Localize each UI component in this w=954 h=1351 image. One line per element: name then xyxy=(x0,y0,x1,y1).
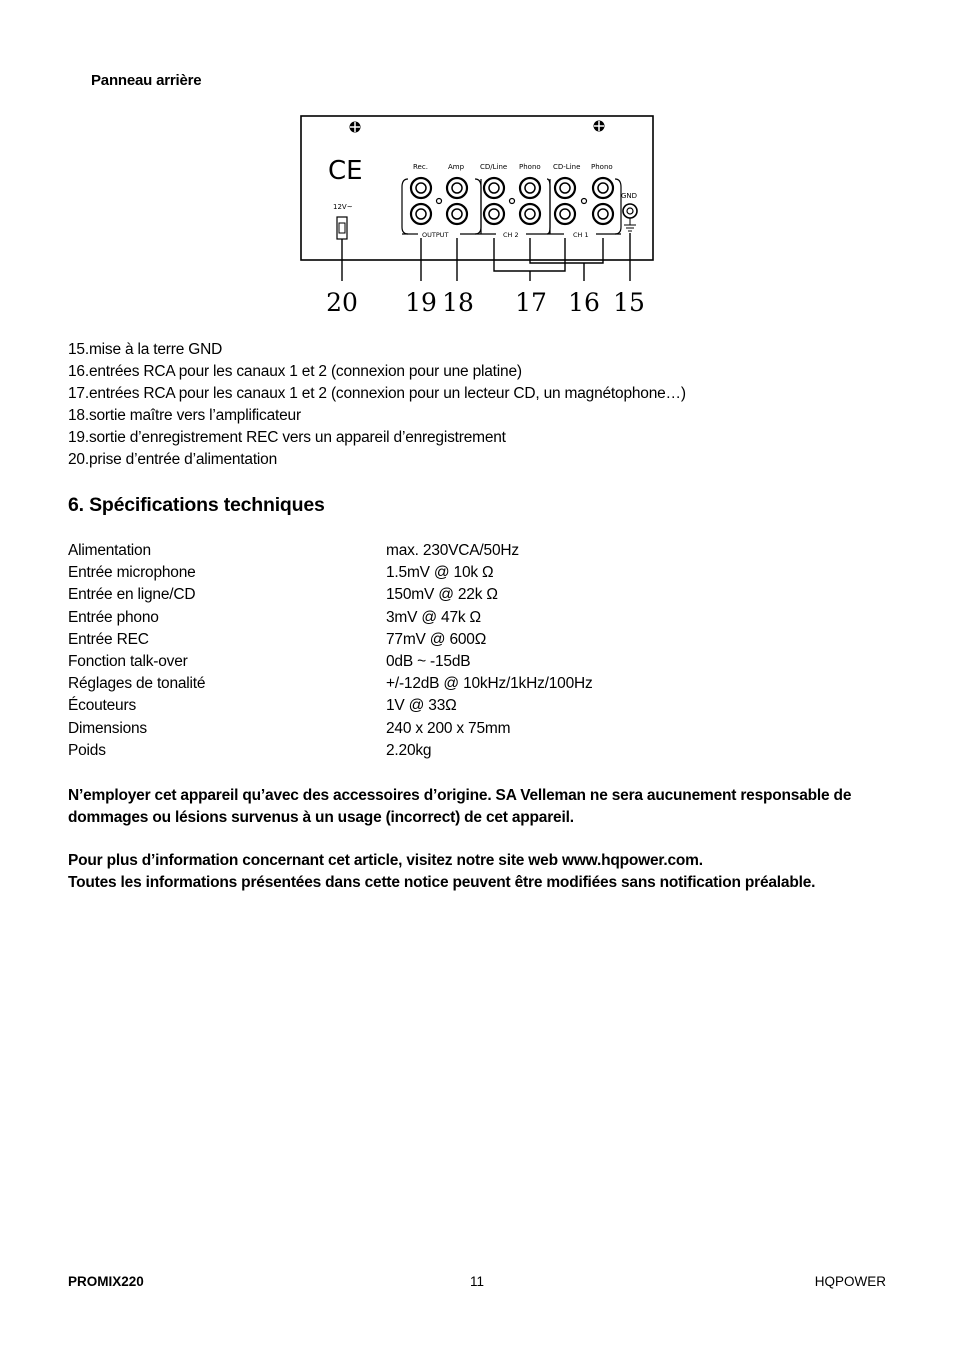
legend-item: 19.sortie d’enregistrement REC vers un appareil d’enregistrement xyxy=(68,429,506,446)
spec-label: Poids xyxy=(68,741,106,759)
jack-label: Phono xyxy=(591,163,613,171)
legend-item: 15.mise à la terre GND xyxy=(68,341,223,358)
spec-value: 2.20kg xyxy=(386,741,432,759)
spec-value: 240 x 200 x 75mm xyxy=(386,719,511,737)
spec-row xyxy=(68,607,593,629)
spec-row xyxy=(68,540,593,562)
rca-jack xyxy=(411,204,431,224)
spec-label: Dimensions xyxy=(68,719,147,737)
ce-mark: CE xyxy=(328,156,363,186)
rca-jack xyxy=(520,204,540,224)
rca-jack xyxy=(447,178,467,198)
spec-value: 77mV @ 600Ω xyxy=(386,630,487,648)
callout-number: 18 xyxy=(442,288,474,317)
gnd-terminal-icon xyxy=(623,204,637,231)
footer-page-number: 11 xyxy=(470,1274,485,1289)
jack-label: Rec. xyxy=(413,163,428,171)
spec-value: 150mV @ 22k Ω xyxy=(386,586,498,604)
spec-row xyxy=(68,673,593,695)
section-heading: Panneau arrière xyxy=(91,72,202,89)
spec-label: Réglages de tonalité xyxy=(68,675,206,693)
rca-jack xyxy=(555,204,575,224)
spec-label: Entrée phono xyxy=(68,608,159,626)
callout-number: 17 xyxy=(515,288,547,317)
spec-value: 0dB ~ -15dB xyxy=(386,653,471,671)
specs-title: 6. Spécifications techniques xyxy=(68,494,325,516)
rca-jack xyxy=(447,204,467,224)
spec-row xyxy=(68,562,593,584)
spec-value: 3mV @ 47k Ω xyxy=(386,608,481,626)
callout-leaders xyxy=(342,233,630,281)
rear-panel-diagram xyxy=(300,113,660,318)
group-label-ch2: CH 2 xyxy=(503,231,519,239)
group-label-ch1: CH 1 xyxy=(573,231,589,239)
footer-model: PROMIX220 xyxy=(68,1274,144,1289)
footer-brand: HQPOWER xyxy=(814,1274,886,1289)
legend-item: 16.entrées RCA pour les canaux 1 et 2 (connexion pour une platine) xyxy=(68,363,522,380)
spec-value: 1.5mV @ 10k Ω xyxy=(386,564,494,582)
spec-value: +/-12dB @ 10kHz/1kHz/100Hz xyxy=(386,675,593,693)
rca-jack xyxy=(411,178,431,198)
rca-jack xyxy=(593,178,613,198)
screw-icon-right xyxy=(594,121,605,132)
spec-row xyxy=(68,651,593,673)
spec-row xyxy=(68,718,593,740)
spec-row xyxy=(68,740,593,762)
group-brackets xyxy=(402,179,621,234)
spec-label: Entrée microphone xyxy=(68,564,196,582)
info-paragraph xyxy=(68,850,898,894)
spec-label: Alimentation xyxy=(68,542,151,560)
legend-item: 17.entrées RCA pour les canaux 1 et 2 (connexion pour un lecteur CD, un magnétophone…) xyxy=(68,385,686,402)
specs-table xyxy=(68,540,593,762)
spec-row xyxy=(68,629,593,651)
spec-label: Entrée en ligne/CD xyxy=(68,586,196,604)
spec-value: 1V @ 33Ω xyxy=(386,697,457,715)
rca-jack xyxy=(484,204,504,224)
rca-jack xyxy=(484,178,504,198)
callout-number: 15 xyxy=(613,288,645,317)
warning-paragraph: N’employer cet appareil qu’avec des accessoires d’origine. SA Velleman ne sera aucunement responsable de dommages ou lésions survenus à un usage (incorrect) de cet appareil. xyxy=(68,787,852,826)
callout-number: 20 xyxy=(326,288,358,317)
callout-number: 19 xyxy=(405,288,437,317)
callout-legend xyxy=(68,339,686,471)
spec-row xyxy=(68,695,593,717)
jack-label: Amp xyxy=(448,163,465,171)
rca-jacks xyxy=(411,178,613,224)
legend-item: 18.sortie maître vers l’amplificateur xyxy=(68,407,301,424)
info-line: Toutes les informations présentées dans cette notice peuvent être modifiées sans notification préalable. xyxy=(68,874,816,891)
group-label-output: OUTPUT xyxy=(422,231,449,239)
spec-row xyxy=(68,584,593,606)
spec-label: Entrée REC xyxy=(68,630,149,648)
spec-value: max. 230VCA/50Hz xyxy=(386,542,519,560)
jack-label-row xyxy=(413,163,613,171)
panel-outline xyxy=(301,116,653,260)
rca-jack xyxy=(593,204,613,224)
gnd-label: GND xyxy=(621,192,638,200)
legend-item: 20.prise d’entrée d’alimentation xyxy=(68,451,278,468)
screw-icon-left xyxy=(350,122,361,133)
callout-number: 16 xyxy=(568,288,600,317)
jack-label: CD/Line xyxy=(480,163,508,171)
jack-label: CD-Line xyxy=(553,163,581,171)
spec-label: Fonction talk-over xyxy=(68,653,188,671)
jack-label: Phono xyxy=(519,163,541,171)
rca-jack xyxy=(520,178,540,198)
power-label: 12V~ xyxy=(333,203,353,211)
rca-jack xyxy=(555,178,575,198)
info-line: Pour plus d’information concernant cet article, visitez notre site web www.hqpower.com. xyxy=(68,852,703,869)
spec-label: Écouteurs xyxy=(68,697,136,715)
